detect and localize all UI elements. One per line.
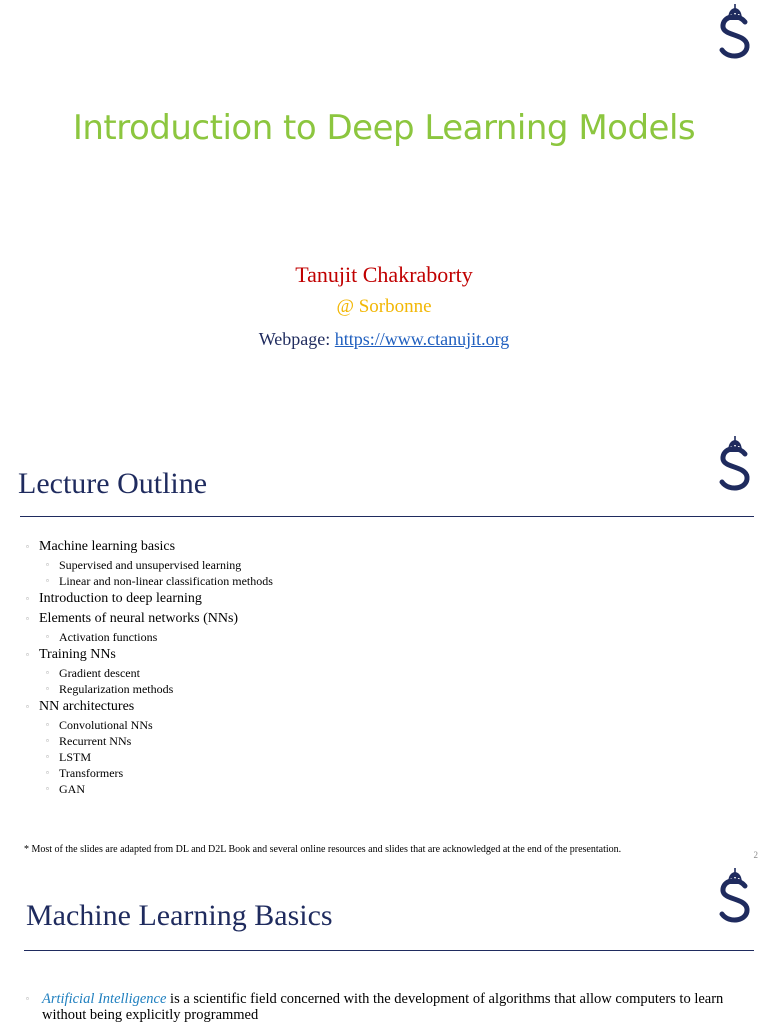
footnote: * Most of the slides are adapted from DL and D2L Book and several online resources and slides that are acknowledged at the end of the presentation. [24, 844, 622, 855]
bullet-marker: ▫ [46, 720, 49, 729]
bullet-marker: ▫ [46, 632, 49, 641]
bullet-marker: ▫ [26, 994, 29, 1003]
webpage-link[interactable]: https://www.ctanujit.org [334, 329, 510, 349]
ai-definition-bullet [26, 991, 766, 1023]
bullet-marker: ▫ [46, 736, 49, 745]
outline-item-label: Training NNs [39, 647, 116, 662]
webpage-line [0, 329, 768, 350]
outline-subitem-label: Activation functions [59, 630, 158, 644]
author-name: Tanujit Chakraborty [295, 262, 473, 287]
outline-subitem [26, 781, 273, 797]
outline-subitem [26, 765, 273, 781]
outline-subitem-label: Regularization methods [59, 682, 174, 696]
outline-subitem [26, 629, 273, 645]
ai-term: Artificial Intelligence [42, 991, 167, 1007]
title-divider [20, 516, 754, 517]
outline-subitem [26, 557, 273, 573]
outline-subitem-label: Supervised and unsupervised learning [59, 558, 242, 572]
slide-title: Lecture Outline [18, 467, 208, 500]
outline-item [26, 609, 273, 629]
ai-definition-text: is a scientific field concerned with the development of algorithms that allow computers to learn without being explicitly programmed [42, 991, 724, 1023]
bullet-marker: ▫ [46, 684, 49, 693]
presentation-title: Introduction to Deep Learning Models [72, 108, 696, 148]
title-slide [0, 0, 768, 420]
author-affiliation: @ Sorbonne [336, 296, 432, 317]
bullet-marker: ▫ [26, 702, 29, 711]
outline-subitem-label: Convolutional NNs [59, 718, 153, 732]
outline-subitem [26, 733, 273, 749]
bullet-marker: ▫ [46, 668, 49, 677]
outline-subitem-label: Linear and non-linear classification methods [59, 574, 273, 588]
ml-basics-slide [0, 864, 768, 1024]
outline-subitem-label: Recurrent NNs [59, 734, 132, 748]
lecture-outline-slide [0, 432, 768, 864]
bullet-marker: ▫ [46, 560, 49, 569]
bullet-marker: ▫ [26, 594, 29, 603]
outline-subitem [26, 665, 273, 681]
sorbonne-logo-icon [718, 4, 752, 60]
bullet-marker: ▫ [26, 614, 29, 623]
bullet-marker: ▫ [26, 650, 29, 659]
page-number: 2 [753, 850, 758, 860]
title-divider [24, 950, 754, 951]
outline-subitem [26, 681, 273, 697]
outline-subitem-label: Transformers [59, 766, 124, 780]
outline-item [26, 697, 273, 717]
outline-subitem [26, 573, 273, 589]
outline-item-label: Elements of neural networks (NNs) [39, 611, 239, 626]
bullet-marker: ▫ [46, 768, 49, 777]
outline-subitem [26, 749, 273, 765]
outline-subitem-label: LSTM [59, 750, 92, 764]
bullet-marker: ▫ [46, 752, 49, 761]
outline-item [26, 537, 273, 557]
outline-subitem-label: Gradient descent [59, 666, 140, 680]
sorbonne-logo-icon [718, 868, 752, 924]
bullet-marker: ▫ [46, 576, 49, 585]
outline-subitem [26, 717, 273, 733]
sorbonne-logo-icon [718, 436, 752, 492]
bullet-marker: ▫ [46, 784, 49, 793]
outline-item [26, 589, 273, 609]
outline-item-label: Machine learning basics [39, 539, 176, 554]
outline-item-label: Introduction to deep learning [39, 591, 202, 606]
webpage-label: Webpage: [258, 329, 335, 349]
outline-item [26, 645, 273, 665]
bullet-marker: ▫ [26, 542, 29, 551]
outline-item-label: NN architectures [39, 699, 135, 714]
outline-subitem-label: GAN [59, 782, 85, 796]
slide-title: Machine Learning Basics [26, 899, 333, 932]
outline-list [26, 537, 273, 797]
